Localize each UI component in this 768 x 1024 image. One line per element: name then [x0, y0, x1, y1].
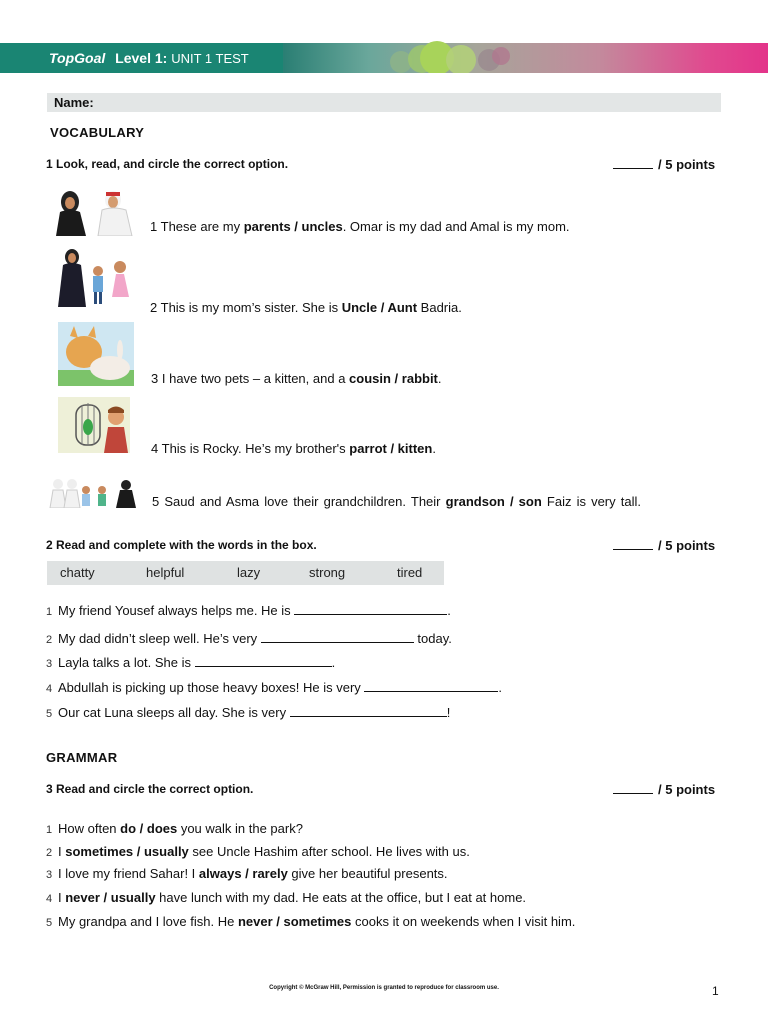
q2-title: 2 Read and complete with the words in the box. — [46, 538, 317, 552]
answer-blank[interactable] — [294, 602, 447, 615]
header-banner — [0, 43, 768, 73]
word-box — [47, 561, 444, 585]
level-label: Level 1: — [115, 50, 168, 66]
q2-item-1: 1 My friend Yousef always helps me. He is . — [46, 603, 451, 618]
q1-item-3: 3 I have two pets – a kitten, and a cousin / rabbit. — [151, 371, 442, 386]
score-blank[interactable] — [613, 157, 653, 169]
aunt-children-image — [52, 247, 138, 309]
page-number: 1 — [712, 984, 719, 998]
q3-item-3: 3 I love my friend Sahar! I always / rarely give her beautiful presents. — [46, 866, 448, 881]
name-field[interactable] — [47, 93, 721, 112]
option-choice[interactable]: cousin / rabbit — [349, 371, 438, 386]
answer-blank[interactable] — [290, 704, 447, 717]
q1-points: / 5 points — [613, 157, 715, 172]
option-choice[interactable]: always / rarely — [198, 866, 288, 881]
q2-item-3: 3 Layla talks a lot. She is . — [46, 655, 336, 670]
brand-name: TopGoal — [49, 50, 106, 66]
q3-item-2: 2 I sometimes / usually see Uncle Hashim after school. He lives with us. — [46, 844, 470, 859]
option-choice[interactable]: parrot / kitten — [349, 441, 433, 456]
option-choice[interactable]: parents / uncles — [243, 219, 343, 234]
word-chatty: chatty — [60, 565, 95, 580]
q1-item-2: 2 This is my mom’s sister. She is Uncle / Aunt Badria. — [150, 300, 462, 315]
test-title — [49, 50, 249, 66]
header-decoration — [380, 37, 540, 73]
q1-item-1: 1 These are my parents / uncles. Omar is my dad and Amal is my mom. — [150, 219, 570, 234]
word-helpful: helpful — [146, 565, 185, 580]
unit-label: UNIT 1 TEST — [171, 51, 249, 66]
q1-item-4: 4 This is Rocky. He’s my brother's parrot / kitten. — [151, 441, 436, 456]
option-choice[interactable]: sometimes / usually — [65, 844, 189, 859]
option-choice[interactable]: grandson / son — [445, 494, 542, 509]
q1-item-5: 5 Saud and Asma love their grandchildren. Their grandson / son Faiz is very tall. — [152, 494, 641, 509]
parrot-boy-image — [58, 397, 130, 453]
q1-title: 1 Look, read, and circle the correct option. — [46, 157, 289, 171]
q2-item-2: 2 My dad didn’t sleep well. He’s very today. — [46, 631, 452, 646]
q3-title: 3 Read and circle the correct option. — [46, 782, 254, 796]
copyright-notice: Copyright © McGraw Hill, Permission is granted to reproduce for classroom use. — [269, 985, 499, 991]
score-blank[interactable] — [613, 538, 653, 550]
option-choice[interactable]: never / sometimes — [237, 914, 352, 929]
option-choice[interactable]: Uncle / Aunt — [341, 300, 418, 315]
vocabulary-heading: VOCABULARY — [50, 125, 145, 140]
option-choice[interactable]: do / does — [120, 821, 178, 836]
grandparents-image — [48, 476, 140, 508]
q2-points: / 5 points — [613, 538, 715, 553]
q2-item-4: 4 Abdullah is picking up those heavy boxes! He is very . — [46, 680, 503, 695]
score-blank[interactable] — [613, 782, 653, 794]
kitten-rabbit-image — [58, 322, 134, 386]
answer-blank[interactable] — [195, 654, 332, 667]
q3-item-4: 4 I never / usually have lunch with my dad. He eats at the office, but I eat at home. — [46, 890, 527, 905]
q3-item-1: 1 How often do / does you walk in the park? — [46, 821, 303, 836]
grammar-heading: GRAMMAR — [46, 750, 118, 765]
q2-item-5: 5 Our cat Luna sleeps all day. She is very ! — [46, 705, 451, 720]
q3-item-5: 5 My grandpa and I love fish. He never / sometimes cooks it on weekends when I visit him. — [46, 914, 576, 929]
name-label: Name: — [54, 95, 94, 110]
word-strong: strong — [309, 565, 346, 580]
q3-points: / 5 points — [613, 782, 715, 797]
word-lazy: lazy — [237, 565, 261, 580]
family-parents-image — [48, 188, 138, 236]
answer-blank[interactable] — [261, 630, 414, 643]
option-choice[interactable]: never / usually — [65, 890, 156, 905]
word-tired: tired — [397, 565, 423, 580]
answer-blank[interactable] — [364, 679, 498, 692]
